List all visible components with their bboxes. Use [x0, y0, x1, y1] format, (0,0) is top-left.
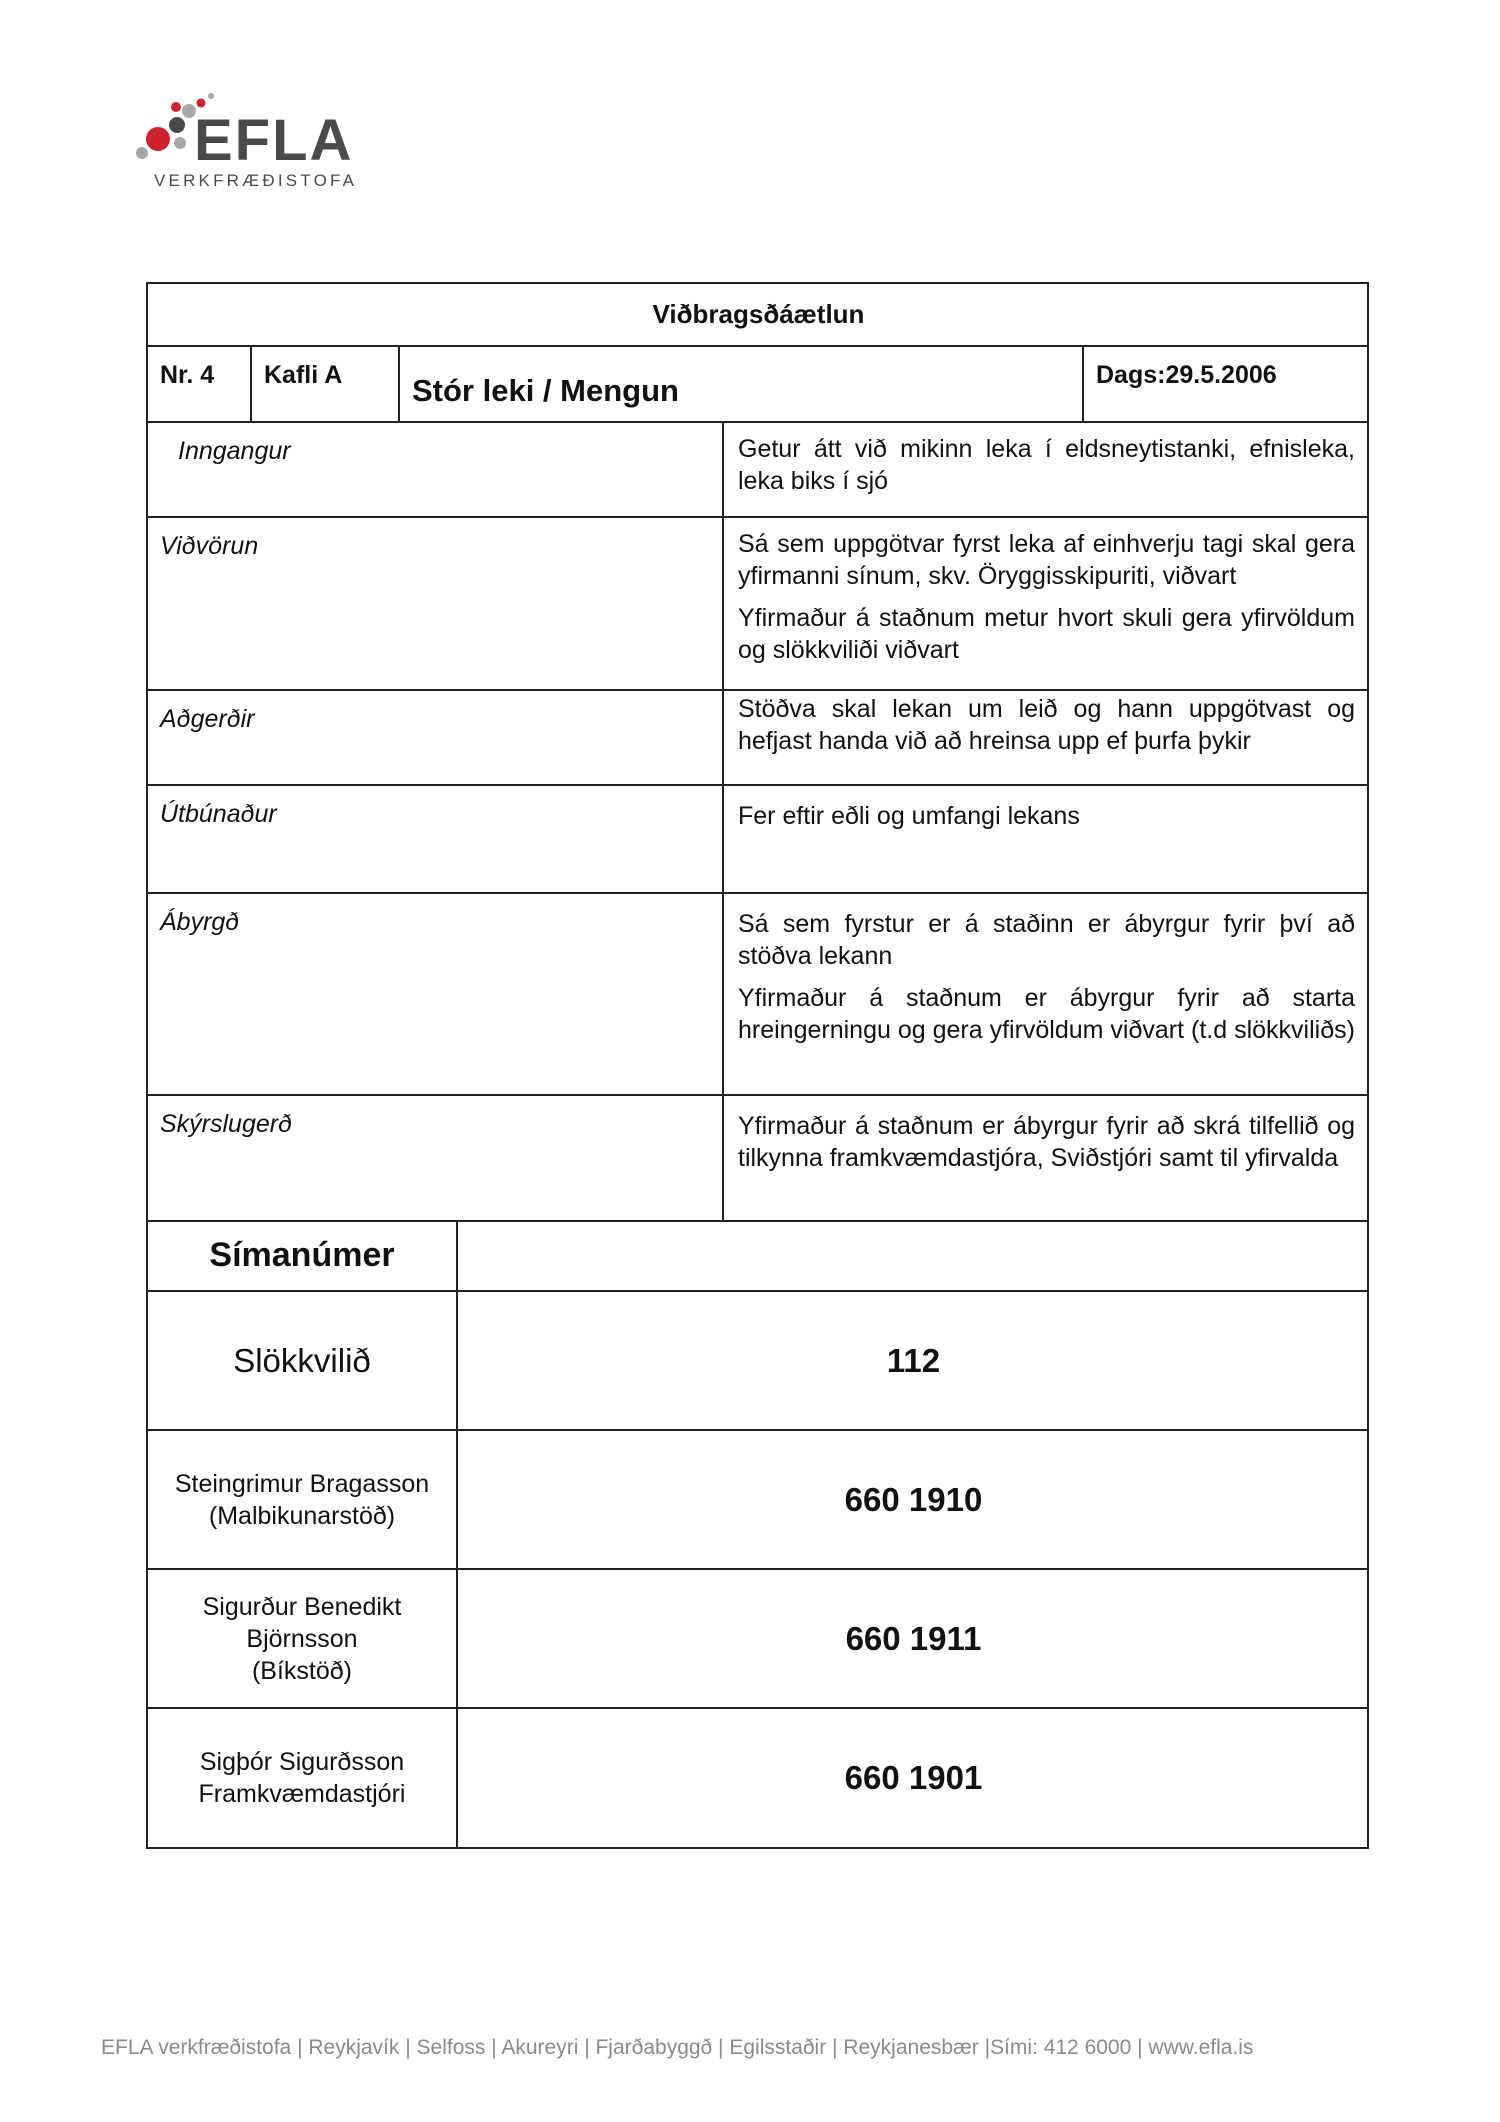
paragraph: Fer eftir eðli og umfangi lekans [738, 802, 1080, 830]
phone-header: Símanúmer [148, 1220, 458, 1292]
phone-name [148, 1570, 458, 1709]
paragraph: Yfirmaður á staðnum metur hvort skuli gera yfirvöldum og slökkviliði viðvart [738, 604, 1355, 664]
svg-text:VERKFRÆÐISTOFA: VERKFRÆÐISTOFA [154, 171, 358, 190]
name-line: Slökkvilið [233, 1341, 371, 1379]
efla-logo-icon [134, 90, 364, 190]
row-text-adgerdir [724, 691, 1369, 786]
name-line: Björnsson [246, 1624, 358, 1653]
row-text-utbunadur [724, 786, 1369, 894]
row-text-vidvorun [724, 518, 1369, 691]
phone-number[interactable]: 660 1910 [458, 1431, 1369, 1570]
row-label-skyrslugerd: Skýrslugerð [148, 1096, 724, 1222]
row-label-vidvorun: Viðvörun [148, 518, 724, 691]
phone-number[interactable]: 660 1901 [844, 1759, 983, 1796]
phone-number[interactable]: 660 1911 [458, 1570, 1369, 1709]
name-line: Steingrimur Bragasson [174, 1469, 430, 1498]
name-line: (Malbikunarstöð) [208, 1501, 396, 1530]
phone-table [146, 1220, 1369, 1849]
plan-chapter: Kafli A [252, 347, 400, 423]
row-text-inngangur [724, 423, 1369, 518]
plan-title: Viðbragsðáætlun [148, 284, 1369, 347]
row-text-skyrslugerd [724, 1096, 1369, 1222]
paragraph: Sá sem uppgötvar fyrst leka af einhverju tagi skal gera yfirmanni sínum, skv. Öryggisskipuriti, viðvart [738, 530, 1355, 590]
plan-date: Dags:29.5.2006 [1084, 347, 1369, 423]
paragraph: Stöðva skal lekan um leið og hann uppgötvast og hefjast handa við að hreinsa upp ef þurfa þykir [738, 695, 1355, 755]
efla-logo [134, 90, 364, 190]
paragraph: Yfirmaður á staðnum er ábyrgur fyrir að skrá tilfellið og tilkynna framkvæmdastjóra, Sviðstjóri samt til yfirvalda [738, 1112, 1355, 1172]
phone-number[interactable]: 112 [458, 1292, 1369, 1431]
response-plan-table [146, 282, 1369, 1222]
paragraph: Getur átt við mikinn leka í eldsneytistanki, efnisleka, leka biks í sjó [738, 435, 1355, 495]
phone-name-slokkvilid [148, 1292, 458, 1431]
svg-text:EFLA: EFLA [194, 108, 354, 173]
phone-header-empty [458, 1220, 1369, 1292]
row-label-inngangur: Inngangur [148, 423, 724, 518]
name-line: Sigþór Sigurðsson [199, 1748, 405, 1776]
page-footer: EFLA verkfræðistofa | Reykjavík | Selfoss | Akureyri | Fjarðabyggð | Egilsstaðir | Reykjanesbær |Sími: 412 6000 | www.efla.is [101, 2036, 1254, 2059]
row-label-abyrgd: Ábyrgð [148, 894, 724, 1096]
name-line: (Bíkstöð) [251, 1656, 353, 1685]
paragraph: Yfirmaður á staðnum er ábyrgur fyrir að starta hreingerningu og gera yfirvöldum viðvart (t.d slökkviliðs) [738, 984, 1355, 1044]
plan-number: Nr. 4 [148, 347, 252, 423]
paragraph: Sá sem fyrstur er á staðinn er ábyrgur fyrir því að stöðva lekann [738, 910, 1355, 970]
phone-name [148, 1709, 458, 1847]
plan-subject: Stór leki / Mengun [400, 347, 1084, 423]
name-line: Sigurður Benedikt [202, 1592, 402, 1621]
row-text-abyrgd [724, 894, 1369, 1096]
name-line: Framkvæmdastjóri [198, 1780, 406, 1808]
phone-name [148, 1431, 458, 1570]
row-label-adgerdir: Aðgerðir [148, 691, 724, 786]
row-label-utbunadur: Útbúnaður [148, 786, 724, 894]
